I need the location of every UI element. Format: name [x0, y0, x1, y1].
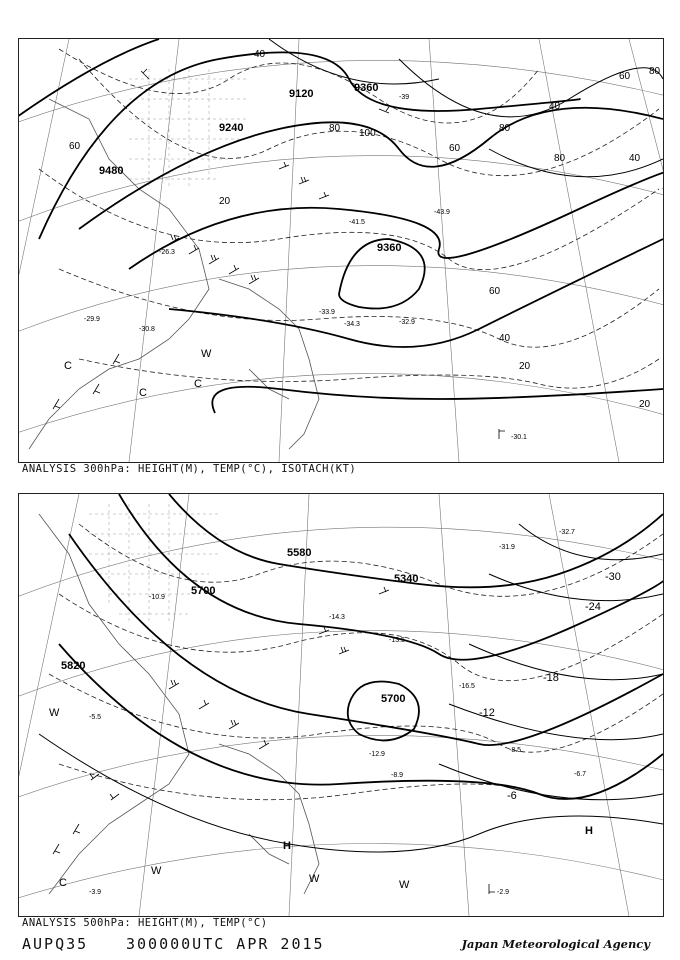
height-label: 9240 — [219, 122, 244, 134]
height-label-group — [89, 82, 401, 254]
pressure-center: W — [399, 879, 410, 891]
temp-label: -16.5 — [459, 683, 475, 690]
agency-name: Japan Meteorological Agency — [461, 937, 650, 951]
temp-label: -13.5 — [389, 637, 405, 644]
temp-label: -14.3 — [329, 614, 345, 621]
height-label-group — [61, 547, 418, 705]
map-300hpa-canvas — [19, 39, 663, 462]
isotach-label: 60 — [489, 286, 501, 297]
temp-label: -8.9 — [391, 772, 404, 779]
pressure-center: H — [585, 825, 593, 837]
isotach-label: 40 — [629, 153, 641, 164]
height-label: 9120 — [289, 88, 314, 100]
height-label: 9360 — [377, 242, 402, 254]
isotherm-label: -24 — [585, 601, 601, 613]
height-label: 5700 — [381, 693, 406, 705]
height-label: 5340 — [394, 573, 419, 585]
pressure-center: W — [309, 873, 320, 885]
temp-label: -26.3 — [159, 249, 175, 256]
map-500hpa-canvas — [19, 494, 663, 916]
isotach-label: 20 — [219, 196, 231, 207]
temp-label: -43.9 — [434, 209, 450, 216]
temp-label: -33.9 — [319, 309, 335, 316]
isotach-label: 80 — [554, 153, 566, 164]
isotach-label: 80 — [649, 66, 661, 77]
temp-label: -6.7 — [574, 771, 587, 778]
height-contours — [19, 39, 663, 413]
isotach-label: 100 — [359, 128, 376, 139]
temp-label: -2.9 — [497, 889, 510, 896]
temp-label: -32.9 — [399, 319, 415, 326]
temp-label: -3.9 — [89, 889, 102, 896]
pressure-center: W — [49, 707, 60, 719]
isotach-label: 60 — [449, 143, 461, 154]
temp-label: -39 — [399, 94, 410, 101]
height-label: 5580 — [287, 547, 312, 559]
wind-barbs — [53, 69, 505, 439]
pressure-center: H — [283, 840, 291, 852]
isotach-label: 60 — [69, 141, 81, 152]
isotherm-label-group — [479, 571, 621, 802]
pressure-center: W — [151, 865, 162, 877]
isotach-label: 40 — [499, 333, 511, 344]
temp-label: -34.3 — [344, 321, 360, 328]
pressure-center: C — [64, 360, 72, 372]
isotach-label: 80 — [329, 123, 341, 134]
isotach-label: 60 — [619, 71, 631, 82]
map-500hpa — [18, 493, 664, 917]
map-300hpa — [18, 38, 664, 463]
isotherm-label: -30 — [605, 571, 621, 583]
height-contours — [59, 494, 663, 799]
temp-label: -8.5 — [509, 747, 522, 754]
isotach-label: 40 — [254, 49, 266, 60]
temp-label: -31.9 — [499, 544, 515, 551]
height-label: 5820 — [61, 660, 86, 672]
temp-label-group — [84, 94, 527, 441]
valid-time: 300000UTC APR 2015 — [126, 935, 325, 953]
temp-label: -12.9 — [369, 751, 385, 758]
graticule — [19, 494, 663, 916]
chart-footer — [22, 935, 662, 955]
map-500hpa-caption: ANALYSIS 500hPa: HEIGHT(M), TEMP(°C) — [22, 917, 268, 929]
map-300hpa-caption: ANALYSIS 300hPa: HEIGHT(M), TEMP(°C), ISOTACH(KT) — [22, 463, 357, 475]
pressure-center: C — [59, 877, 67, 889]
isotach-label: 20 — [519, 361, 531, 372]
height-label: 5700 — [191, 585, 216, 597]
chart-id: AUPQ35 — [22, 935, 89, 953]
hatched-region — [89, 504, 219, 624]
temp-label: -30.1 — [511, 434, 527, 441]
isotherm-label: -6 — [507, 790, 517, 802]
temp-label: -5.5 — [89, 714, 102, 721]
graticule — [19, 39, 663, 462]
isotherm-label: -12 — [479, 707, 495, 719]
temp-label: -32.7 — [559, 529, 575, 536]
isotach-label: 20 — [639, 399, 651, 410]
pressure-center: W — [201, 348, 212, 360]
isotherms — [49, 524, 663, 800]
temp-label: -30.8 — [139, 326, 155, 333]
height-label: 9360 — [354, 82, 379, 94]
isotherm-label: -18 — [543, 672, 559, 684]
isotherm-solid — [39, 524, 663, 852]
pressure-center: C — [194, 378, 202, 390]
pressure-center: C — [139, 387, 147, 399]
isotach-label-group — [69, 49, 661, 410]
temp-label: -29.9 — [84, 316, 100, 323]
temp-label: -41.5 — [349, 219, 365, 226]
isotach-label: 80 — [499, 123, 511, 134]
pressure-center-group — [64, 348, 212, 399]
temp-label: -10.9 — [149, 594, 165, 601]
height-label: 9480 — [99, 165, 124, 177]
isotach-label: 40 — [549, 101, 561, 112]
